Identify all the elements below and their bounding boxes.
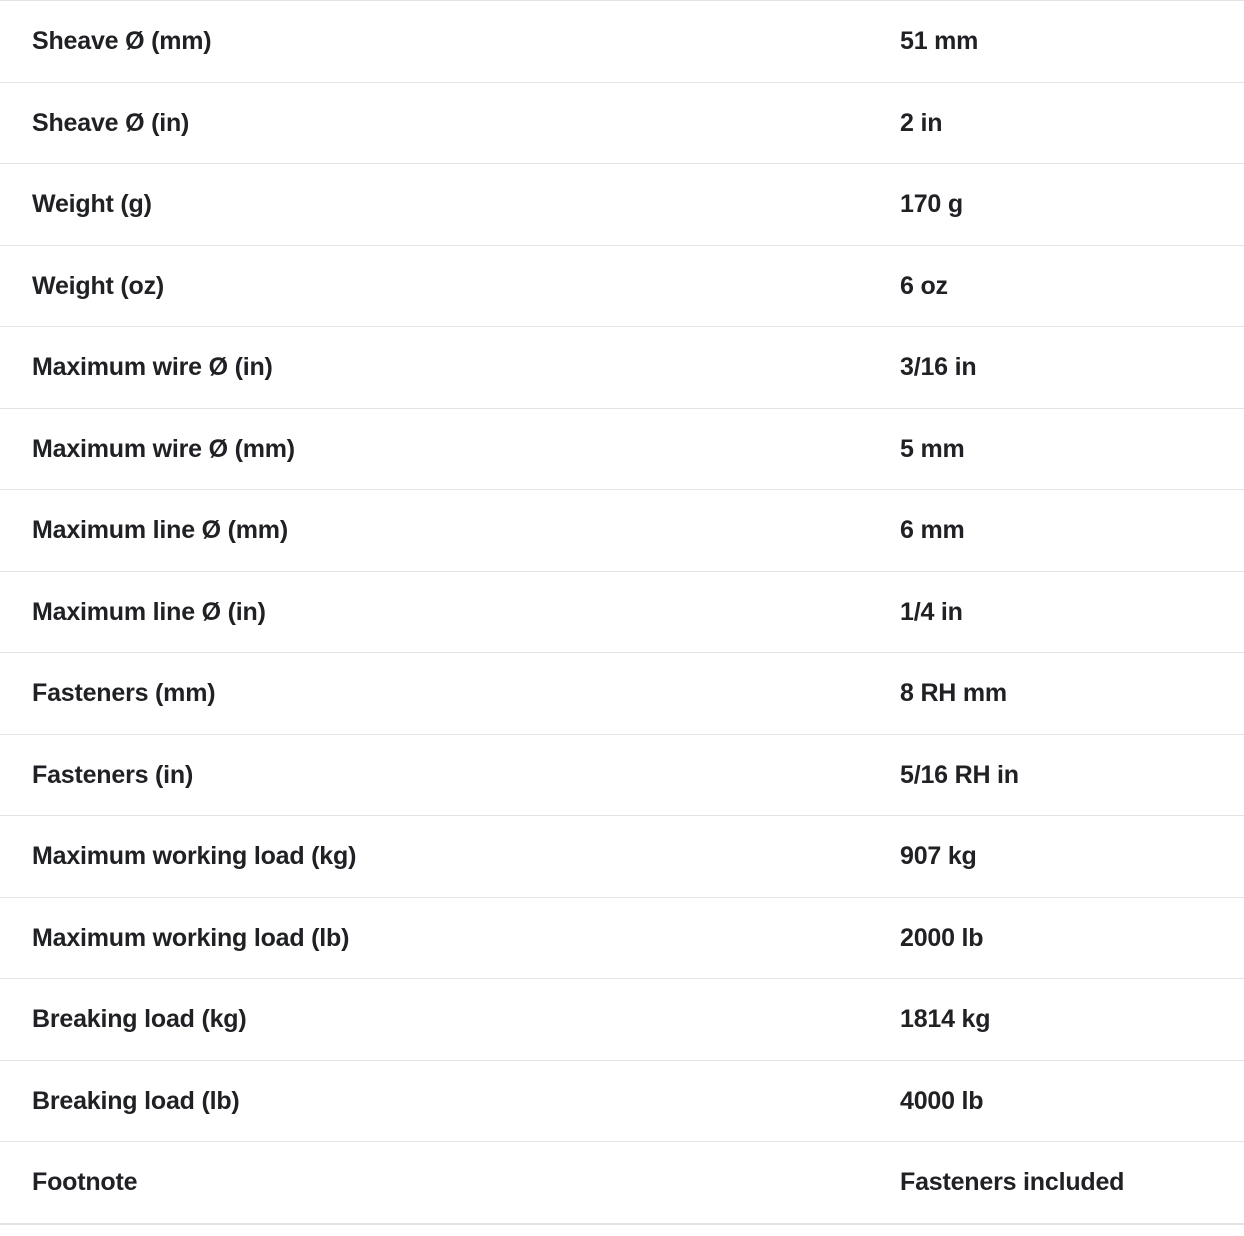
spec-value: 5/16 RH in bbox=[900, 760, 1019, 789]
spec-value: 6 mm bbox=[900, 516, 965, 545]
table-row bbox=[0, 571, 1244, 653]
table-row bbox=[0, 164, 1244, 246]
table-row bbox=[0, 734, 1244, 816]
table-row bbox=[0, 1, 1244, 83]
spec-label: Breaking load (lb) bbox=[32, 1086, 240, 1115]
spec-value: 3/16 in bbox=[900, 353, 977, 382]
spec-value: 8 RH mm bbox=[900, 679, 1007, 708]
spec-label: Fasteners (mm) bbox=[32, 679, 216, 708]
spec-label: Maximum line Ø (mm) bbox=[32, 516, 288, 545]
spec-value: 51 mm bbox=[900, 27, 979, 56]
spec-value: Fasteners included bbox=[900, 1168, 1125, 1197]
spec-value: 907 kg bbox=[900, 842, 977, 871]
spec-label: Fasteners (in) bbox=[32, 760, 194, 789]
table-bottom-divider bbox=[0, 1224, 1244, 1225]
spec-value: 1/4 in bbox=[900, 597, 963, 626]
spec-label: Maximum working load (lb) bbox=[32, 923, 350, 952]
table-row bbox=[0, 897, 1244, 979]
spec-label: Maximum line Ø (in) bbox=[32, 597, 266, 626]
spec-value: 2000 lb bbox=[900, 923, 984, 952]
spec-label: Weight (oz) bbox=[32, 271, 165, 300]
spec-label: Footnote bbox=[32, 1168, 138, 1197]
table-row bbox=[0, 245, 1244, 327]
spec-label: Breaking load (kg) bbox=[32, 1005, 247, 1034]
spec-label: Sheave Ø (mm) bbox=[32, 27, 212, 56]
spec-label: Maximum wire Ø (mm) bbox=[32, 434, 295, 463]
spec-value: 170 g bbox=[900, 190, 963, 219]
spec-value: 6 oz bbox=[900, 271, 948, 300]
specifications-table-body bbox=[0, 1, 1244, 1224]
spec-label: Weight (g) bbox=[32, 190, 152, 219]
table-row bbox=[0, 979, 1244, 1061]
table-row bbox=[0, 408, 1244, 490]
spec-value: 4000 lb bbox=[900, 1086, 984, 1115]
table-row bbox=[0, 1060, 1244, 1142]
table-row bbox=[0, 653, 1244, 735]
spec-value: 1814 kg bbox=[900, 1005, 991, 1034]
spec-label: Maximum wire Ø (in) bbox=[32, 353, 273, 382]
spec-value: 5 mm bbox=[900, 434, 965, 463]
table-row bbox=[0, 490, 1244, 572]
spec-label: Maximum working load (kg) bbox=[32, 842, 357, 871]
table-row bbox=[0, 82, 1244, 164]
spec-value: 2 in bbox=[900, 108, 943, 137]
table-row bbox=[0, 327, 1244, 409]
spec-label: Sheave Ø (in) bbox=[32, 108, 190, 137]
table-row bbox=[0, 816, 1244, 898]
table-row-footnote bbox=[0, 1142, 1244, 1224]
